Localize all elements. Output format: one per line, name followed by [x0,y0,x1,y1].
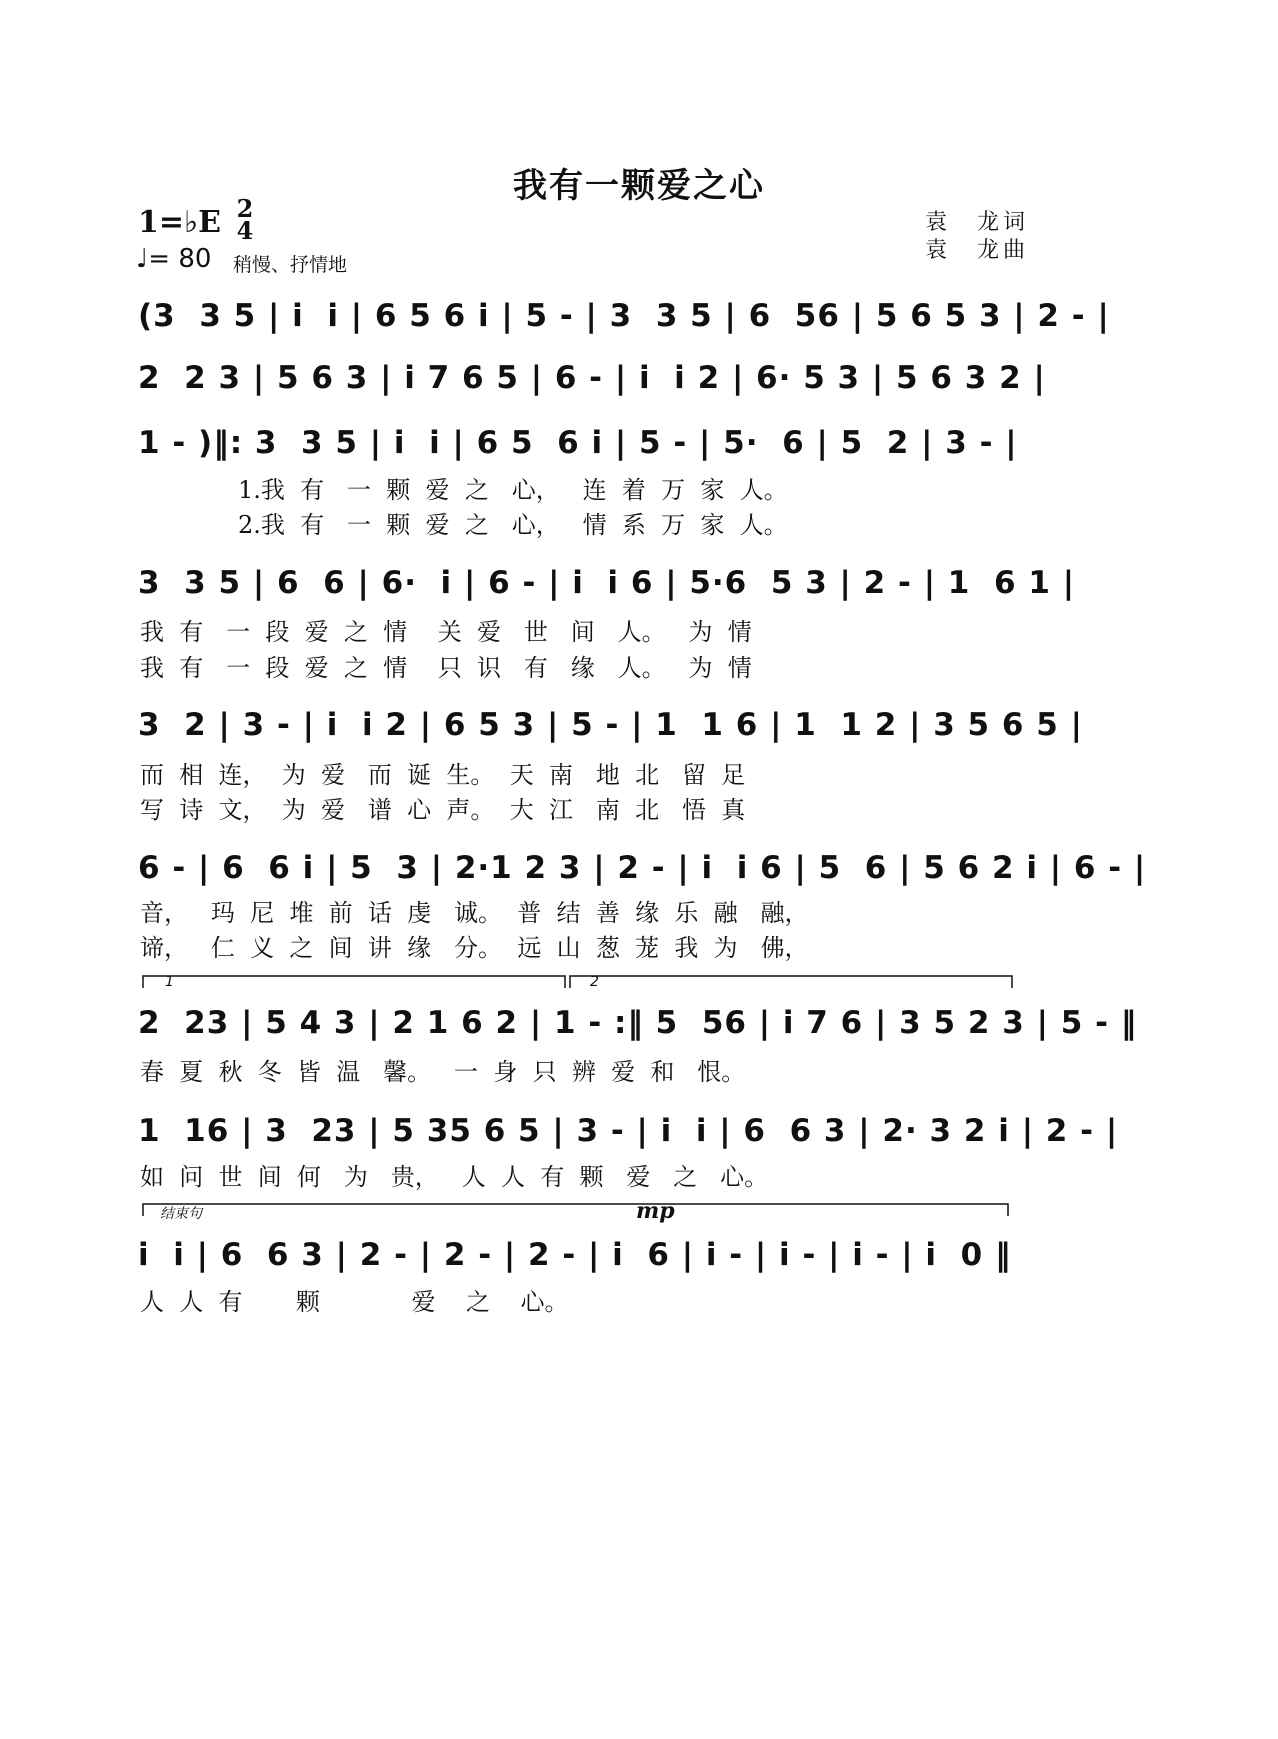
tempo-marking: ♩= 80 [136,244,212,274]
time-sig-bottom: 4 [236,216,254,245]
notation-row-6: 6 - | 6 6 i | 5 3 | 2·1 2 3 | 2 - | i i 6 | 5 6 | 5 6 2 i | 6 - | [138,850,1147,886]
notation-row-5: 3 2 | 3 - | i i 2 | 6 5 3 | 5 - | 1 1 6 | 1 1 2 | 3 5 6 5 | [138,707,1083,743]
time-sig-top: 2 [236,194,254,223]
volta-1-label: 1 [165,974,174,990]
lyricist-credit: 袁 龙词 [925,210,1030,235]
notation-row-4: 3 3 5 | 6 6 | 6· i | 6 - | i i 6 | 5·6 5 3 | 2 - | 1 6 1 | [138,565,1076,601]
volta-2-bracket [570,976,1012,988]
notation-row-9: i i | 6 6 3 | 2 - | 2 - | 2 - | i 6 | i - | i - | i - | i 0 ‖ [138,1237,1012,1273]
ending-label: 结束句 [160,1206,202,1222]
dynamic-mp: mp [636,1198,675,1224]
lyric-row-6-verse-2: 谛， 仁 义 之 间 讲 缘 分。 远 山 葱 茏 我 为 佛， [140,934,809,962]
notation-row-2: 2 2 3 | 5 6 3 | i 7 6 5 | 6 - | i i 2 | 6· 5 3 | 5 6 3 2 | [138,360,1046,396]
lyric-row-8: 如 问 世 间 何 为 贵， 人 人 有 颗 爱 之 心。 [140,1163,769,1191]
notation-row-7: 2 23 | 5 4 3 | 2 1 6 2 | 1 - :‖ 5 56 | i 7 6 | 3 5 2 3 | 5 - ‖ [138,1005,1138,1041]
lyric-row-7: 春 夏 秋 冬 皆 温 馨。 一 身 只 辨 爱 和 恨。 [140,1058,746,1086]
lyric-row-3-verse-1: 1.我 有 一 颗 爱 之 心， 连 着 万 家 人。 [238,476,788,504]
lyric-row-6-verse-1: 音， 玛 尼 堆 前 话 虔 诚。 普 结 善 缘 乐 融 融， [140,899,809,927]
lyric-row-4-verse-1: 我 有 一 段 爱 之 情 关 爱 世 间 人。 为 情 [140,618,752,646]
volta-1-bracket [143,976,565,988]
composer-credit: 袁 龙曲 [925,238,1030,263]
ending-bracket [143,1204,1008,1216]
expression-marking: 稍慢、抒情地 [233,254,348,276]
notation-row-1: (3 3 5 | i i | 6 5 6 i | 5 - | 3 3 5 | 6 56 | 5 6 5 3 | 2 - | [138,298,1110,334]
key-signature: 1=♭E [138,205,222,240]
notation-row-3: 1 - )‖: 3 3 5 | i i | 6 5 6 i | 5 - | 5· 6 | 5 2 | 3 - | [138,425,1018,461]
song-title: 我有一颗爱之心 [513,166,765,206]
lyric-row-5-verse-1: 而 相 连， 为 爱 而 诞 生。 天 南 地 北 留 足 [140,761,746,789]
lyric-row-9: 人 人 有 颗 爱 之 心。 [140,1288,569,1316]
lyric-row-3-verse-2: 2.我 有 一 颗 爱 之 心， 情 系 万 家 人。 [238,511,788,539]
lyric-row-5-verse-2: 写 诗 文， 为 爱 谱 心 声。 大 江 南 北 悟 真 [140,796,746,824]
lyric-row-4-verse-2: 我 有 一 段 爱 之 情 只 识 有 缘 人。 为 情 [140,654,752,682]
volta-2-label: 2 [590,974,599,990]
notation-row-8: 1 16 | 3 23 | 5 35 6 5 | 3 - | i i | 6 6 3 | 2· 3 2 i | 2 - | [138,1113,1119,1149]
